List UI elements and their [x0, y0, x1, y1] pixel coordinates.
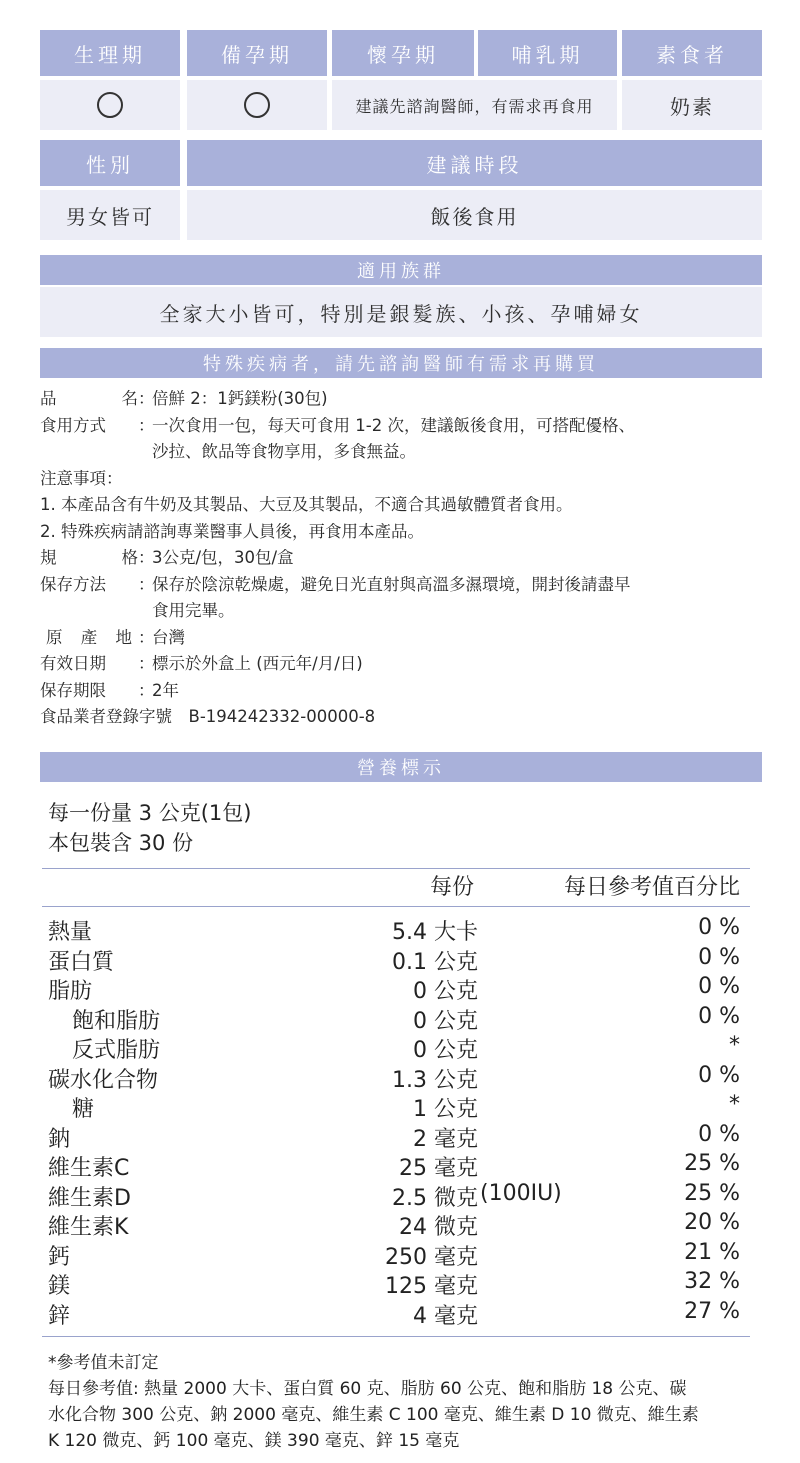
- nutrient-amount: 250 毫克: [385, 1244, 478, 1270]
- col-daily-value: 每日參考值百分比: [563, 875, 740, 900]
- target-group-header: 適用族群: [40, 255, 762, 285]
- shelf-life-text: 2年: [152, 680, 179, 700]
- circle-icon: [97, 92, 123, 118]
- nutrient-daily-pct: 0 %: [698, 974, 740, 999]
- nutrient-name: 糖: [72, 1097, 95, 1122]
- spec-text: 3公克/包，30包/盒: [152, 548, 294, 567]
- divider: [42, 1336, 750, 1337]
- caution-item: 2. 特殊疾病請諮詢專業醫事人員後，再食用本產品。: [40, 521, 424, 541]
- registration-line: 食品業者登錄字號 B-194242332-00000-8: [40, 707, 376, 726]
- nutrient-row: [48, 1122, 748, 1152]
- usage-text: 一次食用一包，每天可食用 1-2 次，建議飯後食用，可搭配優格、: [152, 415, 635, 435]
- nutrient-name: 維生素D: [48, 1185, 131, 1211]
- nutrient-amount: 5.4 大卡: [392, 920, 478, 945]
- nutrient-daily-pct: 21 %: [684, 1239, 740, 1265]
- divider: [42, 868, 750, 869]
- nutrient-daily-pct: *: [729, 1033, 740, 1058]
- shelf-life-line: 保存期限 ： 2年: [40, 678, 760, 705]
- nutrient-amount: 0 公克: [413, 1038, 478, 1063]
- nutrient-amount: 25 毫克: [399, 1156, 478, 1181]
- storage-label: 保存方法: [40, 574, 106, 594]
- target-group-value: 全家大小皆可，特別是銀髮族、小孩、孕哺婦女: [40, 287, 762, 337]
- nutrient-name: 飽和脂肪: [72, 1008, 161, 1034]
- nutrient-row: [48, 1269, 748, 1299]
- nutrient-name: 鎂: [48, 1274, 71, 1299]
- menstrual-ok-mark: [40, 80, 180, 130]
- header-gender: 性別: [40, 140, 180, 186]
- timing-value: 飯後食用: [187, 190, 762, 240]
- gender-value: 男女皆可: [40, 190, 180, 240]
- pregnancy-note: 建議先諮詢醫師，有需求再食用: [332, 80, 617, 130]
- storage-line-2: [40, 598, 760, 625]
- nutrient-daily-pct: 0 %: [698, 915, 740, 940]
- nutrient-row: [48, 1151, 748, 1181]
- expiry-line: 有效日期 ： 標示於外盒上 (西元年/月/日): [40, 651, 760, 678]
- nutrient-amount: 0.1 公克: [392, 949, 478, 975]
- header-pregnancy: 懷孕期: [332, 30, 474, 76]
- nutrient-daily-pct: *: [729, 1092, 740, 1117]
- nutrient-name: 碳水化合物: [48, 1067, 159, 1093]
- product-name-line: 品 名 ： 倍鮮 2：1鈣鎂粉(30包): [40, 386, 760, 413]
- serving-size: 每一份量 3 公克(1包): [48, 801, 252, 825]
- origin-text: 台灣: [152, 627, 185, 647]
- nutrient-name: 熱量: [48, 920, 93, 945]
- header-preconception: 備孕期: [187, 30, 327, 76]
- spec-label: 規 格: [40, 548, 138, 567]
- usage-line: 食用方式 ： 一次食用一包，每天可食用 1-2 次，建議飯後食用，可搭配優格、: [40, 413, 760, 440]
- storage-line: 保存方法 ： 保存於陰涼乾燥處，避免日光直射與高溫多濕環境，開封後請盡早: [40, 572, 760, 599]
- nutrient-daily-pct: 0 %: [698, 944, 740, 970]
- header-menstrual: 生理期: [40, 30, 180, 76]
- special-notice-bar: 特殊疾病者，請先諮詢醫師有需求再購買: [40, 348, 762, 378]
- usage-line-2: [40, 439, 760, 466]
- product-name-label: 品 名: [40, 389, 138, 408]
- daily-reference-line: K 120 微克、鈣 100 毫克、鎂 390 毫克、鋅 15 毫克: [48, 1431, 460, 1451]
- nutrient-name: 脂肪: [48, 979, 93, 1004]
- expiry-text: 標示於外盒上 (西元年/月/日): [152, 654, 363, 673]
- preconception-ok-mark: [187, 80, 327, 130]
- daily-reference: [48, 1376, 760, 1454]
- footnote: *參考值未訂定: [48, 1353, 159, 1373]
- nutrient-row: [48, 945, 748, 975]
- nutrient-row: [48, 974, 748, 1004]
- storage-text-2: 食用完畢。: [152, 601, 235, 620]
- nutrient-row: [48, 1092, 748, 1122]
- nutrient-daily-pct: 0 %: [698, 1062, 740, 1088]
- nutrient-amount: 4 毫克: [413, 1303, 478, 1329]
- nutrient-amount: 2.5 微克: [392, 1185, 478, 1211]
- servings-per-package: 本包裝含 30 份: [48, 831, 194, 855]
- caution-item: 1. 本產品含有牛奶及其製品、大豆及其製品，不適合其過敏體質者食用。: [40, 495, 573, 514]
- origin-label: 原 產 地: [46, 627, 132, 647]
- circle-icon: [244, 92, 270, 118]
- usage-label: 食用方式: [40, 415, 106, 435]
- nutrient-name: 蛋白質: [48, 949, 115, 975]
- nutrient-row: [48, 1033, 748, 1063]
- col-per-serving: 每份: [430, 875, 475, 900]
- nutrient-daily-pct: 20 %: [684, 1210, 740, 1235]
- nutrient-name: 維生素C: [48, 1156, 130, 1181]
- nutrient-daily-pct: 32 %: [684, 1269, 740, 1294]
- nutrient-row: [48, 1210, 748, 1240]
- nutrient-row: [48, 1063, 748, 1093]
- shelf-life-label: 保存期限: [40, 680, 106, 700]
- caution-title: 注意事項：: [40, 468, 123, 488]
- nutrient-amount: 2 毫克: [413, 1126, 478, 1152]
- nutrient-daily-pct: 27 %: [684, 1298, 740, 1324]
- nutrient-daily-pct: 0 %: [698, 1121, 740, 1147]
- nutrient-amount: 0 公克: [413, 979, 478, 1004]
- product-name: 倍鮮 2：1鈣鎂粉(30包): [152, 389, 328, 408]
- nutrient-name: 反式脂肪: [72, 1038, 161, 1063]
- nutrient-row: [48, 915, 748, 945]
- nutrient-name: 維生素K: [48, 1215, 129, 1240]
- nutrient-amount: 1.3 公克: [392, 1067, 478, 1093]
- nutrient-row: [48, 1240, 748, 1270]
- nutrient-row: [48, 1181, 748, 1211]
- header-vegetarian: 素食者: [622, 30, 762, 76]
- nutrient-amount: 0 公克: [413, 1008, 478, 1034]
- usage-text-2: 沙拉、飲品等食物享用，多食無益。: [152, 442, 416, 461]
- nutrient-daily-pct: 25 %: [684, 1151, 740, 1176]
- nutrient-amount: 125 毫克: [385, 1274, 478, 1299]
- nutrient-row: [48, 1004, 748, 1034]
- nutrient-daily-pct: 0 %: [698, 1003, 740, 1029]
- nutrient-name: 鋅: [48, 1303, 71, 1329]
- nutrient-row: [48, 1299, 748, 1329]
- header-timing: 建議時段: [187, 140, 762, 186]
- daily-reference-line: 水化合物 300 公克、鈉 2000 毫克、維生素 C 100 毫克、維生素 D 10 微克、維生素: [48, 1405, 699, 1425]
- header-breastfeeding: 哺乳期: [478, 30, 617, 76]
- nutrition-title-bar: 營養標示: [40, 752, 762, 782]
- vegetarian-value: 奶素: [622, 80, 762, 130]
- nutrient-name: 鈉: [48, 1126, 71, 1152]
- nutrient-extra: (100IU): [480, 1180, 562, 1206]
- expiry-label: 有效日期: [40, 654, 106, 673]
- nutrient-amount: 1 公克: [413, 1097, 478, 1122]
- product-info: [40, 386, 760, 731]
- spec-line: 規 格 ： 3公克/包，30包/盒: [40, 545, 760, 572]
- daily-reference-line: 每日參考值: 熱量 2000 大卡、蛋白質 60 克、脂肪 60 公克、飽和脂肪 18 公克、碳: [48, 1379, 687, 1399]
- nutrient-amount: 24 微克: [399, 1215, 478, 1240]
- storage-text: 保存於陰涼乾燥處，避免日光直射與高溫多濕環境，開封後請盡早: [152, 574, 631, 594]
- nutrient-daily-pct: 25 %: [684, 1180, 740, 1206]
- nutrient-name: 鈣: [48, 1244, 71, 1270]
- divider: [42, 906, 750, 907]
- origin-line: 原 產 地 ： 台灣: [40, 625, 760, 652]
